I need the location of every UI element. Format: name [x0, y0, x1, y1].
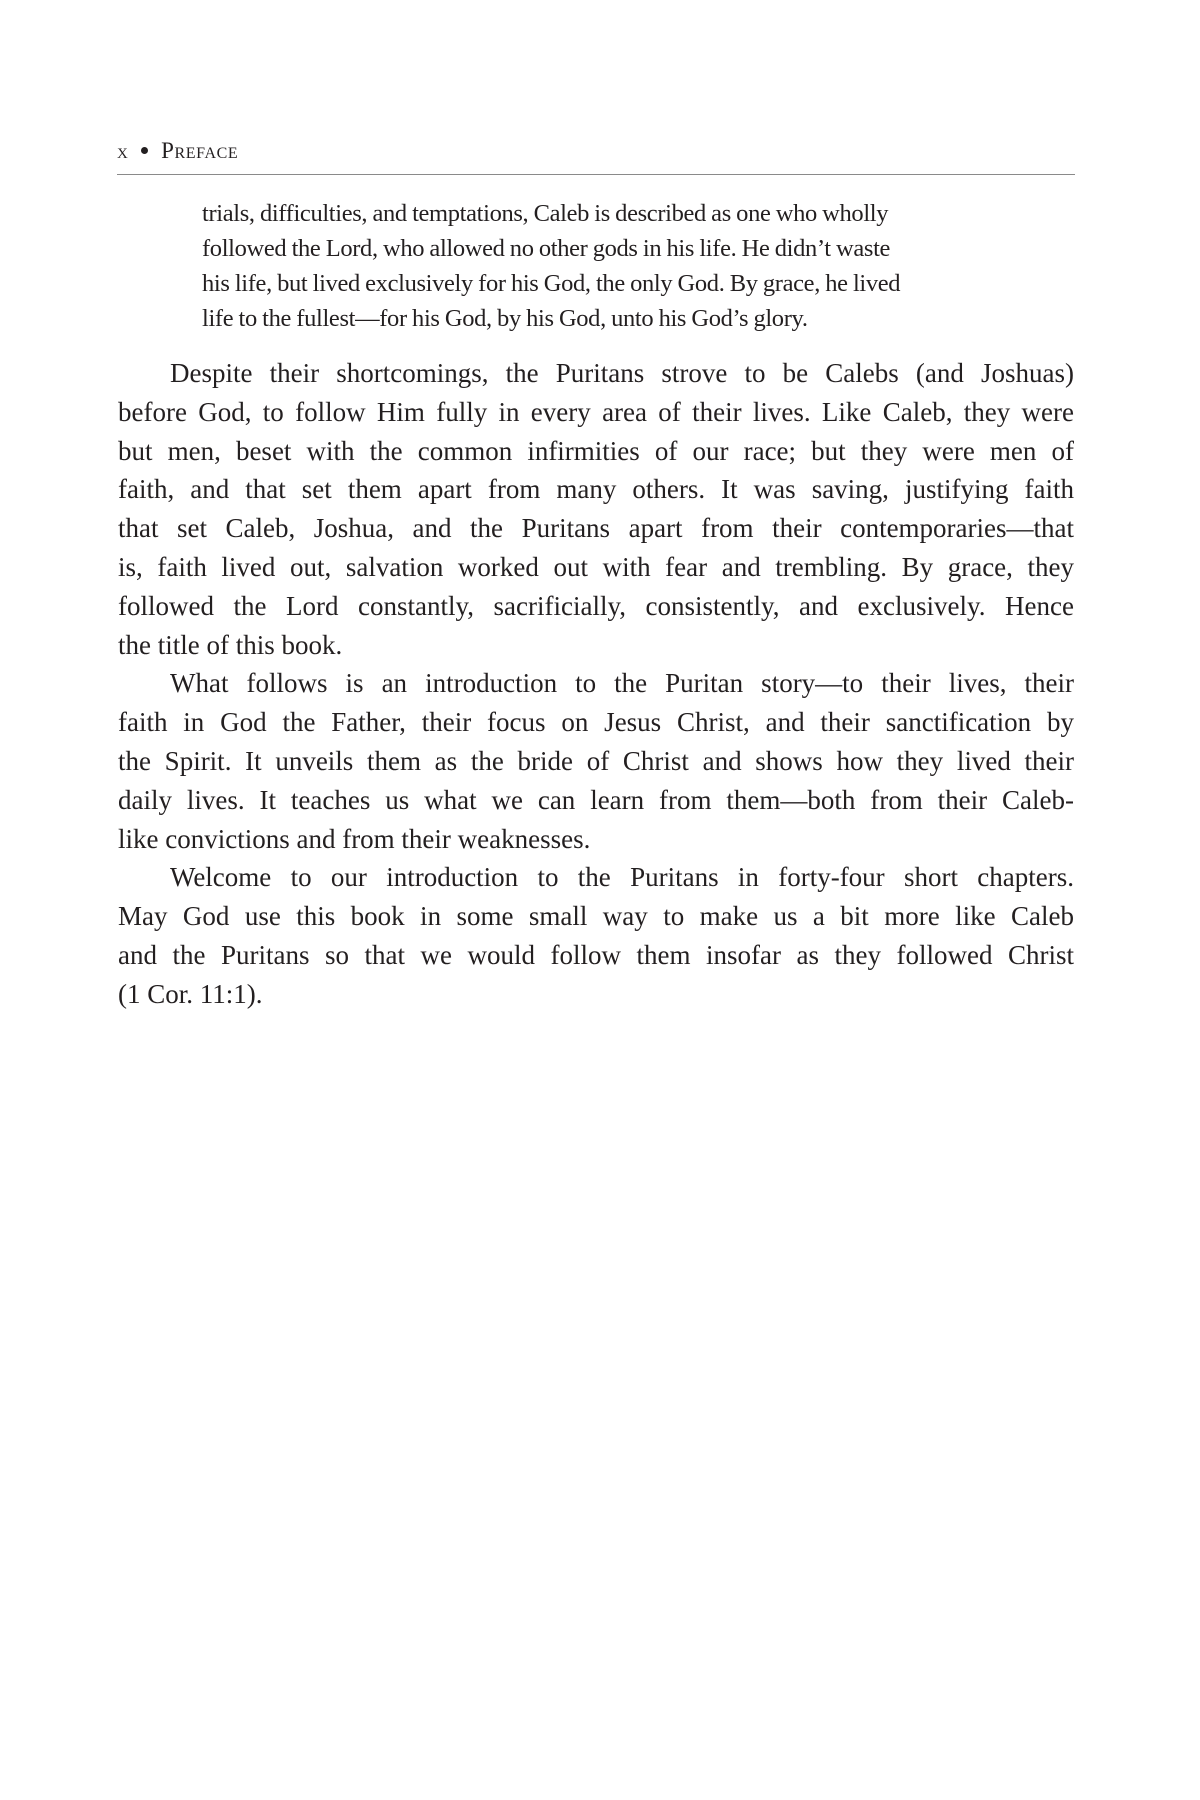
text-line: Despite their shortcomings, the Puritans strove to be Calebs (and Joshuas)	[170, 358, 1074, 388]
text-line: the Spirit. It unveils them as the bride of Christ and shows how they lived their	[118, 745, 1074, 776]
text-line: is, faith lived out, salvation worked out with fear and trembling. By grace, they	[118, 551, 1074, 582]
paragraph-despite	[118, 354, 1074, 664]
text-line: but men, beset with the common infirmities of our race; but they were men of	[118, 435, 1074, 466]
text-line: followed the Lord constantly, sacrificially, consistently, and exclusively. Hence	[118, 590, 1074, 621]
text-line: faith, and that set them apart from many others. It was saving, justifying faith	[118, 474, 1074, 505]
text-line: (1 Cor. 11:1).	[118, 978, 263, 1009]
block-quote-line: his life, but lived exclusively for his God, the only God. By grace, he lived	[202, 270, 901, 297]
text-line: daily lives. It teaches us what we can learn from them—both from their Caleb-	[118, 784, 1074, 815]
block-quote	[202, 196, 1028, 336]
paragraph-welcome	[118, 858, 1074, 1013]
text-line: the title of this book.	[118, 629, 343, 660]
text-line: before God, to follow Him fully in every area of their lives. Like Caleb, they were	[118, 396, 1074, 427]
text-line: What follows is an introduction to the Puritan story—to their lives, their	[170, 668, 1074, 699]
running-head	[117, 138, 238, 164]
section-title: Preface	[161, 138, 239, 163]
block-quote-line: followed the Lord, who allowed no other gods in his life. He didn’t waste	[202, 235, 891, 262]
bullet-separator-icon	[141, 147, 148, 154]
block-quote-line: life to the fullest—for his God, by his God, unto his God’s glory.	[202, 305, 808, 332]
paragraph-what-follows	[118, 664, 1074, 858]
header-rule-divider	[117, 174, 1075, 175]
text-line: Welcome to our introduction to the Puritans in forty-four short chapters.	[170, 862, 1074, 893]
body-text	[118, 354, 1074, 1014]
text-line: May God use this book in some small way to make us a bit more like Caleb	[118, 901, 1074, 932]
block-quote-line: trials, difficulties, and temptations, Caleb is described as one who wholly	[202, 200, 889, 227]
text-line: and the Puritans so that we would follow them insofar as they followed Christ	[118, 939, 1074, 970]
text-line: faith in God the Father, their focus on Jesus Christ, and their sanctification by	[118, 707, 1074, 738]
text-line: that set Caleb, Joshua, and the Puritans apart from their contemporaries—that	[118, 513, 1074, 544]
text-line: like convictions and from their weaknesses.	[118, 823, 591, 854]
page-number: x	[117, 139, 129, 163]
